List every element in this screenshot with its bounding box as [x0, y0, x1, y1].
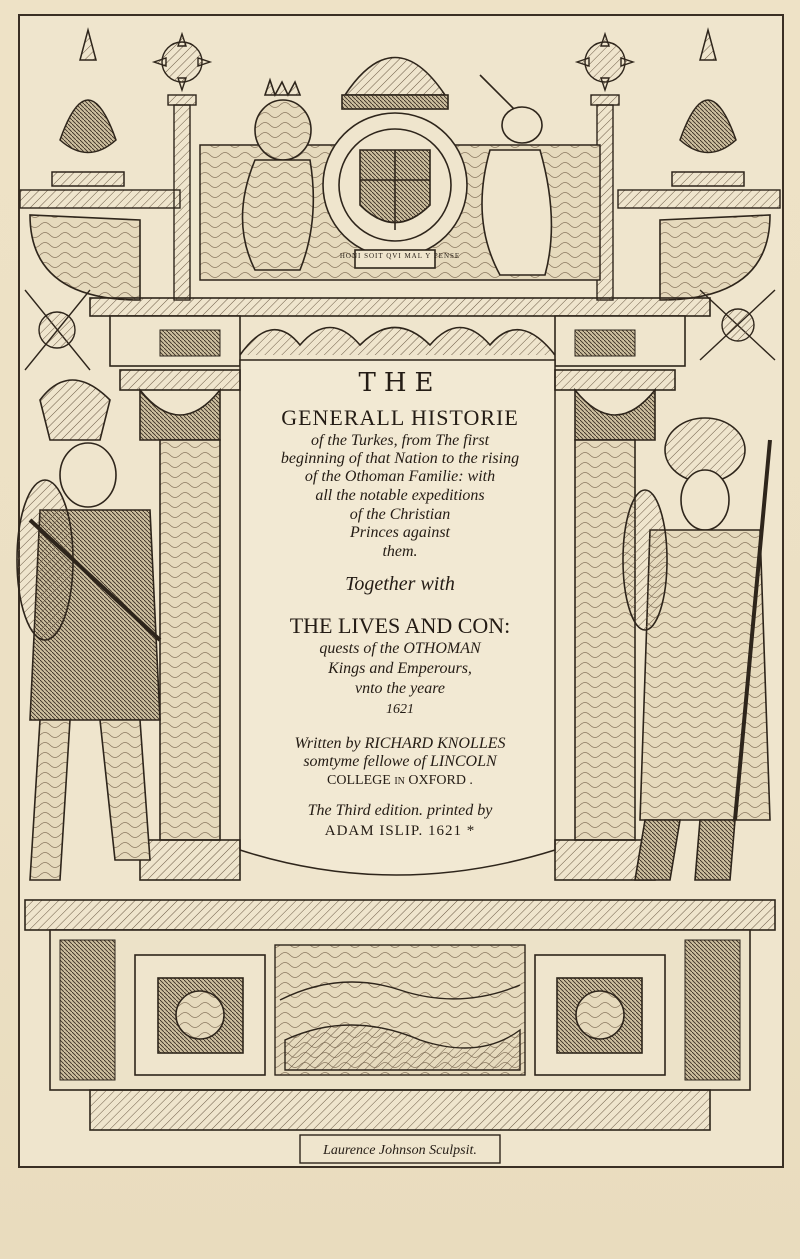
battle-scene-panel: [275, 945, 525, 1075]
printer-line: ADAM ISLIP. 1621 *: [324, 823, 476, 839]
description-line: of the Othoman Familie: with: [304, 468, 496, 485]
together-with: Together with: [345, 573, 455, 595]
title-main: GENERALL HISTORIE: [281, 405, 519, 430]
engraver-signature: Laurence Johnson Sculpsit.: [323, 1143, 477, 1158]
description-line: beginning of that Nation to the rising: [280, 450, 520, 467]
left-lion-mask-panel: [135, 955, 265, 1075]
right-lion-mask-panel: [535, 955, 665, 1075]
royal-coat-of-arms: [323, 58, 467, 269]
title-the: THE: [358, 368, 442, 398]
left-finial: [52, 30, 124, 186]
right-arms-trophy: [700, 290, 775, 360]
description-line: of the Christian: [349, 506, 451, 523]
year-line: 1621: [386, 702, 414, 717]
edition-line: The Third edition. printed by: [307, 802, 493, 819]
author-line: COLLEGE in OXFORD .: [327, 773, 473, 788]
description-line: all the notable expeditions: [315, 487, 485, 504]
left-arms-trophy: [25, 290, 90, 370]
lives-heading: THE LIVES AND CON:: [289, 613, 511, 638]
unicorn-supporter: [480, 75, 551, 275]
description-line: them.: [382, 543, 418, 560]
lives-line: vnto the yeare: [354, 680, 446, 697]
lives-line: Kings and Emperours,: [328, 660, 472, 677]
right-finial: [672, 30, 744, 186]
author-line: Written by RICHARD KNOLLES: [294, 735, 506, 752]
arms-motto: HONI SOIT QVI MAL Y PENSE: [339, 252, 461, 260]
description-line: Princes against: [350, 524, 450, 541]
lives-line: quests of the OTHOMAN: [319, 640, 481, 657]
lion-supporter: [243, 80, 314, 270]
description-line: of the Turkes, from The first: [310, 432, 490, 449]
author-line: somtyme fellowe of LINCOLN: [303, 753, 497, 770]
